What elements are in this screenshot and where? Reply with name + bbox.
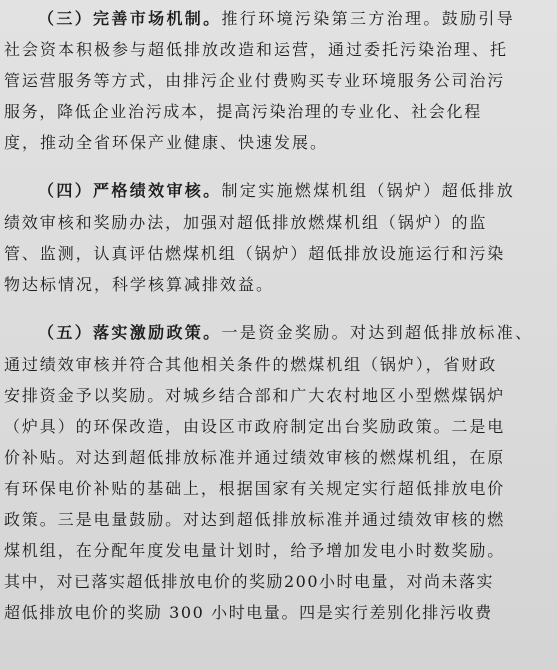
- line-text: 社会资本积极参与超低排放改造和运营，通过委托污染治理、托: [4, 40, 509, 59]
- text-line: [4, 385, 505, 416]
- text-line: [38, 322, 533, 353]
- section-heading: （三）完善市场机制。: [38, 9, 222, 28]
- line-text: 价补贴。对达到超低排放标准并通过绩效审核的燃煤机组，在原: [4, 448, 506, 467]
- line-text: 推行环境污染第三方治理。鼓励引导: [221, 9, 516, 28]
- text-line: [38, 8, 515, 39]
- text-line: [4, 212, 487, 243]
- line-text: 制定实施燃煤机组（锅炉）超低排放: [221, 181, 516, 200]
- text-line: [4, 132, 328, 163]
- line-text: 服务，降低企业治污成本，提高污染治理的专业化、社会化程: [4, 102, 482, 121]
- line-text: 政策。三是电量鼓励。对达到超低排放标准并通过绩效审核的燃: [4, 510, 506, 529]
- text-line: [4, 101, 482, 132]
- line-text: 绩效审核和奖励办法，加强对超低排放燃煤机组（锅炉）的监: [4, 213, 488, 232]
- line-text: 一是资金奖励。对达到超低排放标准、: [221, 323, 534, 342]
- line-text: （炉具）的环保改造，由设区市政府制定出台奖励政策。二是电: [4, 417, 506, 436]
- section-heading: （四）严格绩效审核。: [38, 181, 222, 200]
- line-text: 管、监测，认真评估燃煤机组（锅炉）超低排放设施运行和污染: [4, 244, 506, 263]
- line-text: 度，推动全省环保产业健康、快速发展。: [4, 133, 329, 152]
- line-text: 管运营服务等方式，由排污企业付费购买专业环境服务公司治污: [4, 71, 506, 90]
- text-line: [4, 243, 505, 274]
- text-line: [4, 354, 497, 385]
- text-line: [4, 509, 505, 540]
- line-text: 煤机组，在分配年度发电量计划时，给予增加发电小时数奖励。: [4, 541, 506, 560]
- text-line: [4, 602, 493, 633]
- text-line: [4, 540, 505, 571]
- line-text: 超低排放电价的奖励 300 小时电量。四是实行差别化排污收费: [4, 603, 493, 622]
- section-heading: （五）落实激励政策。: [38, 323, 222, 342]
- text-line: [4, 447, 505, 478]
- line-text: 有环保电价补贴的基础上，根据国家有关规定实行超低排放电价: [4, 479, 506, 498]
- text-line: [4, 478, 505, 509]
- text-line: [38, 180, 515, 211]
- text-line: [4, 571, 494, 602]
- text-line: [4, 39, 508, 70]
- text-line: [4, 274, 274, 305]
- line-text: 其中，对已落实超低排放电价的奖励200小时电量，对尚未落实: [4, 572, 495, 591]
- text-line: [4, 416, 505, 447]
- text-line: [4, 70, 505, 101]
- line-text: 物达标情况，科学核算减排效益。: [4, 275, 275, 294]
- line-text: 通过绩效审核并符合其他相关条件的燃煤机组（锅炉），省财政: [4, 355, 498, 374]
- line-text: 安排资金予以奖励。对城乡结合部和广大农村地区小型燃煤锅炉: [4, 386, 506, 405]
